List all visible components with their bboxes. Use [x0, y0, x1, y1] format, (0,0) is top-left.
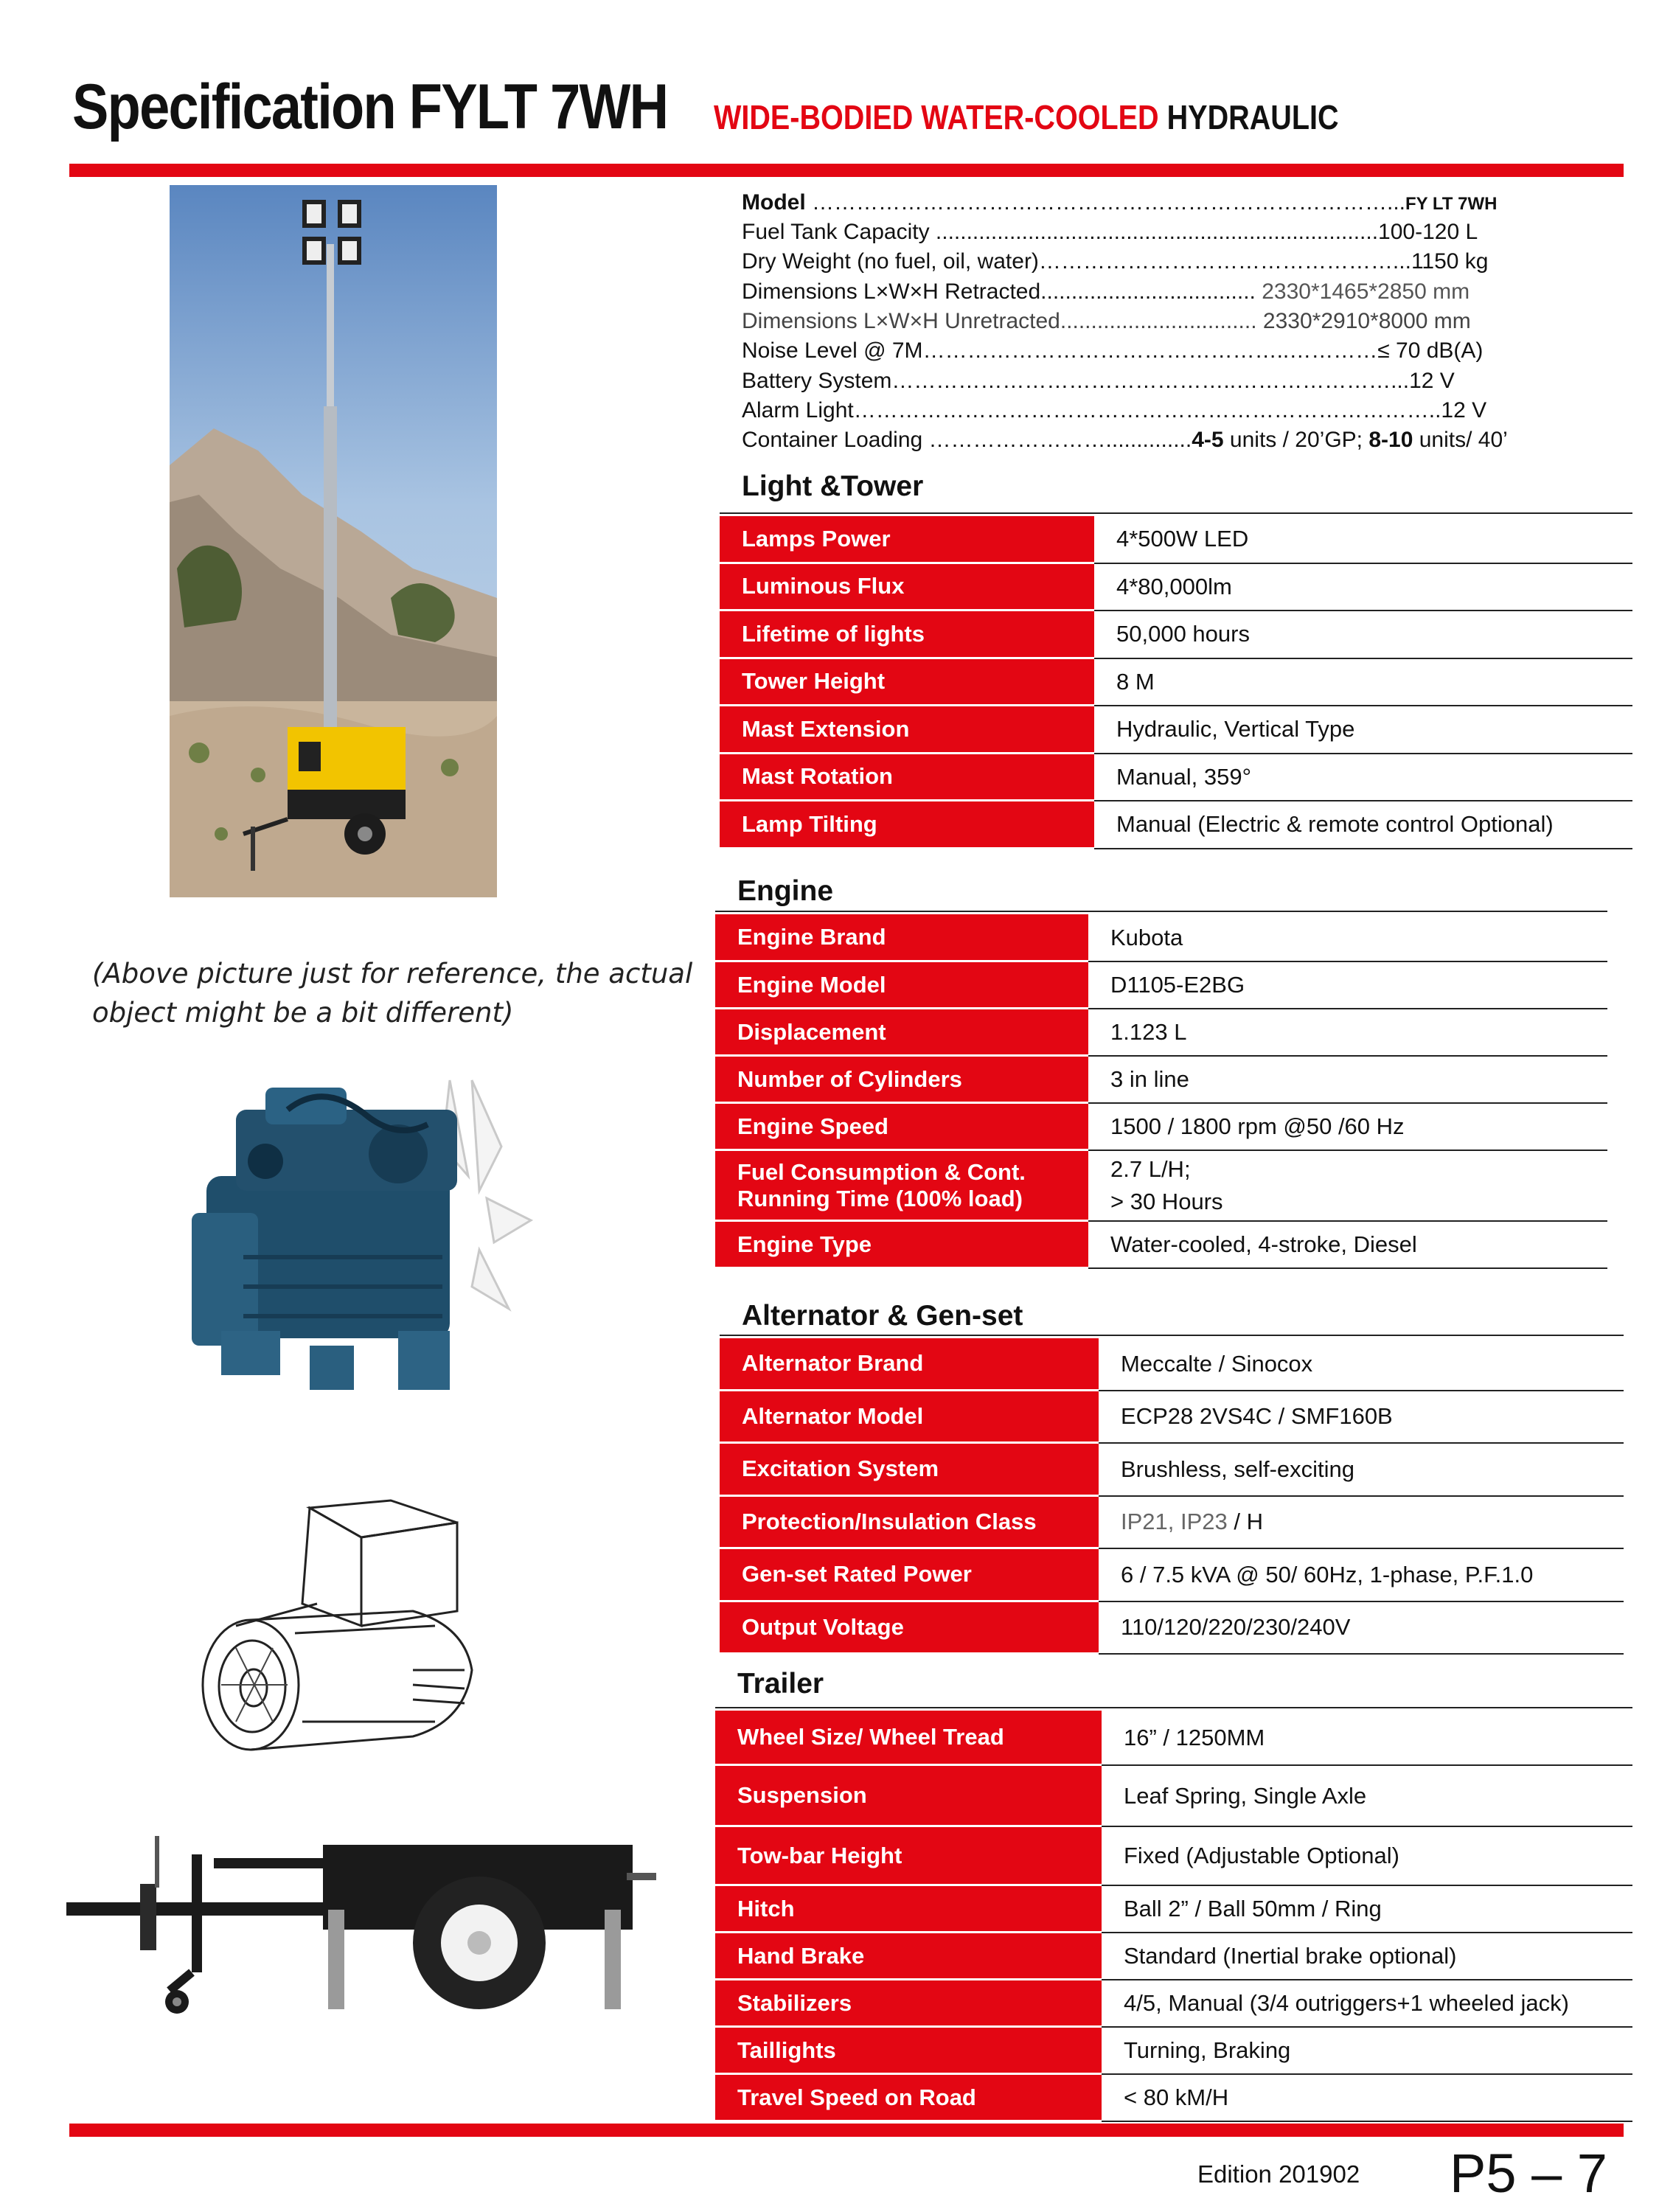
row-label-text: Alternator Model — [742, 1402, 924, 1429]
row-value-text: Brushless, self-exciting — [1121, 1455, 1355, 1482]
row-value — [1102, 1980, 1632, 2028]
row-label-text: Alternator Brand — [742, 1350, 924, 1377]
row-label-text: Protection/Insulation Class — [742, 1508, 1037, 1534]
row-value — [1094, 659, 1632, 707]
row-value-text: D1105-E2BG — [1110, 972, 1245, 998]
light-tower-row — [720, 659, 1632, 707]
row-label — [715, 1980, 1102, 2028]
row-label-text: Engine Speed — [737, 1113, 888, 1139]
row-label-text: Mast Extension — [742, 715, 910, 742]
top-red-bar — [69, 164, 1624, 177]
row-label-text: Engine Brand — [737, 924, 886, 950]
row-label — [720, 659, 1094, 707]
light-tower-row — [720, 801, 1632, 849]
row-label — [720, 1444, 1099, 1497]
alternator-drawing — [192, 1478, 501, 1759]
row-label — [715, 914, 1088, 962]
row-value — [1102, 1886, 1632, 1933]
image-caption — [92, 954, 692, 1032]
row-label-text: Hand Brake — [737, 1942, 865, 1969]
row-label — [715, 2075, 1102, 2122]
row-value — [1094, 564, 1632, 612]
row-label — [715, 1222, 1088, 1269]
row-value — [1088, 1222, 1607, 1269]
row-value-text: 4*80,000lm — [1116, 573, 1232, 599]
row-label-text: Luminous Flux — [742, 573, 905, 599]
spec-model: Model ……………………………………………………………………...FY LT 7WH — [742, 190, 1498, 215]
row-label-text: Taillights — [737, 2037, 836, 2063]
row-value — [1099, 1391, 1624, 1444]
alternator-row — [720, 1497, 1624, 1550]
row-value-text: ECP28 2VS4C / SMF160B — [1121, 1403, 1393, 1430]
row-value-text: 4*500W LED — [1116, 526, 1249, 552]
row-value — [1099, 1497, 1624, 1550]
row-value — [1099, 1338, 1624, 1391]
row-value-text: Leaf Spring, Single Axle — [1124, 1782, 1367, 1809]
row-label-text: Lifetime of lights — [742, 620, 925, 647]
row-value — [1099, 1549, 1624, 1602]
engine-row — [715, 962, 1607, 1009]
row-value-text: Ball 2” / Ball 50mm / Ring — [1124, 1896, 1382, 1921]
row-label — [715, 1057, 1088, 1104]
row-label — [720, 706, 1094, 754]
trailer-row — [715, 1711, 1632, 1766]
row-value-text: Water-cooled, 4-stroke, Diesel — [1110, 1231, 1417, 1257]
row-label-text: Gen-set Rated Power — [742, 1561, 972, 1587]
light-tower-photo — [170, 185, 497, 897]
row-label-text: Lamp Tilting — [742, 810, 877, 837]
engine-row — [715, 1057, 1607, 1104]
alternator-row — [720, 1391, 1624, 1444]
row-label-text: Mast Rotation — [742, 763, 893, 790]
row-label-text: Hitch — [737, 1895, 795, 1921]
row-label-text: Stabilizers — [737, 1989, 852, 2016]
row-label-text: Lamps Power — [742, 525, 891, 552]
row-label-text: Number of Cylinders — [737, 1065, 962, 1092]
row-value — [1102, 1766, 1632, 1827]
spec-dimensions-unretracted: Dimensions L×W×H Unretracted................................ 2330*2910*8000 mm — [742, 309, 1471, 333]
row-label — [715, 1933, 1102, 1980]
light-tower-row — [720, 611, 1632, 659]
row-value — [1094, 706, 1632, 754]
section-divider — [720, 512, 1632, 514]
alternator-row — [720, 1549, 1624, 1602]
row-label — [720, 516, 1094, 564]
row-value-text: Turning, Braking — [1124, 2037, 1291, 2063]
row-label — [720, 754, 1094, 802]
row-value-text: Fixed (Adjustable Optional) — [1124, 1843, 1399, 1868]
engine-row — [715, 1009, 1607, 1057]
row-label — [715, 1151, 1088, 1222]
row-label-text: Travel Speed on Road — [737, 2084, 976, 2110]
row-label — [720, 1497, 1099, 1550]
row-label-text: Tow-bar Height — [737, 1842, 902, 1868]
page-title: Specification FYLT 7WH — [72, 72, 668, 142]
row-value — [1102, 2028, 1632, 2075]
row-label-text: Fuel Consumption & Cont. — [737, 1158, 1026, 1185]
row-value-text: 8 M — [1116, 668, 1155, 695]
row-value — [1094, 801, 1632, 849]
row-value — [1099, 1602, 1624, 1655]
trailer-row — [715, 1933, 1632, 1980]
row-value-text: 110/120/220/230/240V — [1121, 1614, 1351, 1641]
row-label — [715, 1711, 1102, 1766]
bottom-red-bar — [69, 2124, 1624, 2137]
subtitle-black: HYDRAULIC — [1158, 98, 1339, 136]
row-label — [715, 2028, 1102, 2075]
row-label — [715, 1766, 1102, 1827]
row-label — [720, 611, 1094, 659]
alternator-row — [720, 1602, 1624, 1655]
page-subtitle — [714, 97, 1339, 137]
row-label-text-2: Running Time (100% load) — [737, 1185, 1023, 1211]
section-engine-heading: Engine — [737, 875, 834, 907]
edition-label: Edition 201902 — [1197, 2160, 1360, 2188]
row-label — [720, 1549, 1099, 1602]
caption-line-1: (Above picture just for reference, the actual — [92, 958, 693, 990]
spec-dimensions-retracted: Dimensions L×W×H Retracted................................... 2330*1465*2850 mm — [742, 279, 1470, 304]
section-trailer-heading: Trailer — [737, 1668, 824, 1700]
spec-container-loading: Container Loading ……………………..............4-5 units / 20’GP; 8-10 units/ 40’ — [742, 428, 1508, 452]
light-tower-row — [720, 564, 1632, 612]
engine-row — [715, 1151, 1607, 1222]
row-value — [1102, 1827, 1632, 1886]
row-label-text: Tower Height — [742, 668, 886, 695]
row-label-text: Displacement — [737, 1018, 886, 1045]
row-label-text: Suspension — [737, 1782, 867, 1808]
row-label — [720, 564, 1094, 612]
row-value — [1088, 962, 1607, 1009]
row-value-text: 2.7 L/H; — [1110, 1156, 1191, 1182]
row-label-text: Output Voltage — [742, 1613, 904, 1640]
row-value — [1088, 1104, 1607, 1151]
section-divider — [720, 1335, 1624, 1336]
row-value-text: Meccalte / Sinocox — [1121, 1350, 1313, 1377]
row-value — [1102, 2075, 1632, 2122]
row-value-text: 50,000 hours — [1116, 621, 1250, 647]
caption-line-2: object might be a bit different) — [92, 997, 514, 1029]
row-value-text: Manual (Electric & remote control Optional) — [1116, 811, 1554, 838]
row-label — [715, 1827, 1102, 1886]
row-value-text-2: > 30 Hours — [1110, 1189, 1223, 1214]
trailer-row — [715, 2075, 1632, 2122]
row-label — [715, 1009, 1088, 1057]
section-alternator-heading: Alternator & Gen-set — [742, 1300, 1023, 1332]
light-tower-row — [720, 516, 1632, 564]
row-label — [720, 801, 1094, 849]
trailer-row — [715, 1766, 1632, 1827]
row-value-text: 3 in line — [1110, 1066, 1189, 1092]
row-value-text: Manual, 359° — [1116, 763, 1252, 790]
light-tower-row — [720, 754, 1632, 802]
section-divider — [715, 1707, 1632, 1708]
subtitle-red: WIDE-BODIED WATER-COOLED — [714, 98, 1159, 136]
trailer-row — [715, 2028, 1632, 2075]
row-value-text: Kubota — [1110, 924, 1183, 950]
row-value — [1088, 1151, 1607, 1222]
row-label — [715, 1886, 1102, 1933]
spec-alarm-light: Alarm Light……………………………………………………………………..12 V — [742, 398, 1487, 422]
alternator-row — [720, 1444, 1624, 1497]
engine-row — [715, 1222, 1607, 1269]
spec-noise-level: Noise Level @ 7M…………………………………………..…………≤ 70 dB(A) — [742, 338, 1484, 363]
row-value — [1102, 1711, 1632, 1766]
row-label — [720, 1391, 1099, 1444]
row-value-gray: IP21, IP23 — [1121, 1509, 1228, 1535]
row-label-text: Wheel Size/ Wheel Tread — [737, 1724, 1004, 1750]
row-label — [715, 962, 1088, 1009]
row-value-text — [1121, 1509, 1263, 1535]
section-divider — [715, 911, 1607, 912]
light-tower-row — [720, 706, 1632, 754]
engine-row — [715, 914, 1607, 962]
row-value-suffix: / H — [1227, 1509, 1264, 1535]
row-value — [1094, 754, 1632, 802]
row-value — [1094, 516, 1632, 564]
row-value-text: 4/5, Manual (3/4 outriggers+1 wheeled jack) — [1124, 1990, 1569, 2016]
spec-fuel-tank: Fuel Tank Capacity ........................................................................100-120 L — [742, 220, 1478, 244]
spec-dry-weight: Dry Weight (no fuel, oil, water)…………………………………………...1150 kg — [742, 249, 1489, 274]
row-label-text: Engine Type — [737, 1231, 872, 1257]
row-value-text: 1500 / 1800 rpm @50 /60 Hz — [1110, 1113, 1405, 1139]
trailer-drawing — [66, 1792, 664, 2028]
alternator-row — [720, 1338, 1624, 1391]
row-label — [720, 1338, 1099, 1391]
row-value-text: Standard (Inertial brake optional) — [1124, 1943, 1457, 1969]
row-value — [1088, 1009, 1607, 1057]
row-value — [1099, 1444, 1624, 1497]
row-value — [1102, 1933, 1632, 1980]
row-value — [1088, 1057, 1607, 1104]
page-number: P5 – 7 — [1450, 2143, 1607, 2204]
trailer-row — [715, 1827, 1632, 1886]
row-label — [720, 1602, 1099, 1655]
trailer-row — [715, 1980, 1632, 2028]
row-value-text: < 80 kM/H — [1124, 2084, 1229, 2110]
section-light-tower-heading: Light &Tower — [742, 470, 924, 502]
engine-image — [177, 1065, 546, 1405]
engine-row — [715, 1104, 1607, 1151]
row-value — [1094, 611, 1632, 659]
row-label — [715, 1104, 1088, 1151]
row-value — [1088, 914, 1607, 962]
row-value-text: 1.123 L — [1110, 1019, 1187, 1045]
spec-battery: Battery System………………………………………..…………………...12 V — [742, 369, 1455, 393]
row-label-text: Engine Model — [737, 971, 886, 998]
row-label-text: Excitation System — [742, 1455, 939, 1482]
row-value-text: 6 / 7.5 kVA @ 50/ 60Hz, 1-phase, P.F.1.0 — [1121, 1561, 1534, 1587]
row-value-text: 16” / 1250MM — [1124, 1724, 1265, 1750]
trailer-row — [715, 1886, 1632, 1933]
row-value-text: Hydraulic, Vertical Type — [1116, 716, 1355, 742]
